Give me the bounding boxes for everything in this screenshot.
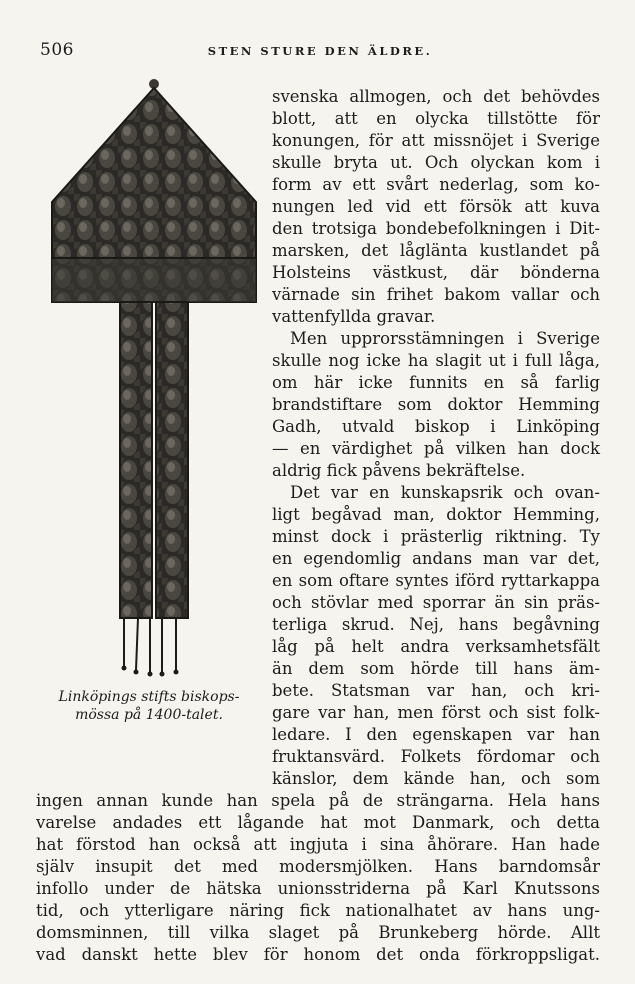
text-line: hat förstod han också att ingjuta i sina åhörare. Han hade bbox=[36, 835, 600, 854]
text-line: terliga skrud. Nej, hans begåvning bbox=[272, 615, 600, 634]
text-line: marsken, det låglänta kustlandet på bbox=[272, 241, 600, 260]
text-line: Holsteins västkust, där bönderna bbox=[272, 263, 600, 282]
bishop-mitre-illustration bbox=[30, 74, 268, 684]
text-line: värnade sin frihet bakom vallar och bbox=[272, 285, 600, 304]
text-line: tid, och ytterligare näring fick nationalhatet av hans ung- bbox=[36, 901, 600, 920]
text-line: domsminnen, till vilka slaget på Brunkeberg hörde. Allt bbox=[36, 923, 600, 942]
text-line: en som oftare syntes iförd ryttarkappa bbox=[272, 571, 600, 590]
running-header bbox=[40, 40, 600, 64]
text-line: varelse andades ett lågande hat mot Danmark, och detta bbox=[36, 813, 600, 832]
text-line: ligt begåvad man, doktor Hemming, bbox=[272, 505, 600, 524]
caption-line: Linköpings stifts biskops- bbox=[58, 689, 240, 705]
text-line: om här icke funnits en så farlig bbox=[272, 373, 600, 392]
text-line: aldrig fick påvens bekräftelse. bbox=[272, 461, 526, 480]
text-line: och stövlar med sporrar än sin präs- bbox=[272, 593, 600, 612]
text-line: form av ett svårt nederlag, som ko- bbox=[272, 175, 600, 194]
text-line: låg på helt andra verksamhetsfält bbox=[272, 637, 600, 656]
text-line: ingen annan kunde han spela på de strängarna. Hela hans bbox=[36, 791, 600, 810]
mitre-image bbox=[30, 74, 268, 684]
text-line: infollo under de hätska unionsstriderna på Karl Knutssons bbox=[36, 879, 600, 898]
text-line: svenska allmogen, och det behövdes bbox=[272, 87, 600, 106]
text-line: skulle nog icke ha slagit ut i full låga, bbox=[272, 351, 600, 370]
text-line: en egendomlig andans man var det, bbox=[272, 549, 600, 568]
text-line: vattenfyllda gravar. bbox=[272, 307, 436, 326]
text-line: Men upprorsstämningen i Sverige bbox=[290, 329, 600, 348]
text-line: konungen, för att missnöjet i Sverige bbox=[272, 131, 600, 150]
caption-line: mössa på 1400-talet. bbox=[75, 707, 223, 723]
text-line: fruktansvärd. Folkets fördomar och bbox=[272, 747, 600, 766]
page-number: 506 bbox=[40, 40, 74, 60]
text-line: — en värdighet på vilken han dock bbox=[272, 439, 600, 458]
text-line: ledare. I den egenskapen var han bbox=[272, 725, 600, 744]
text-line: skulle bryta ut. Och olyckan kom i bbox=[272, 153, 600, 172]
text-line: nungen led vid ett försök att kuva bbox=[272, 197, 600, 216]
running-title: STEN STURE DEN ÄLDRE. bbox=[207, 44, 433, 58]
text-line: bete. Statsman var han, och kri- bbox=[272, 681, 600, 700]
text-line: än dem som hörde till hans äm- bbox=[272, 659, 600, 678]
text-line: själv insupit det med modersmjölken. Hans barndomsår bbox=[36, 857, 600, 876]
text-line: gare var han, men först och sist folk- bbox=[272, 703, 600, 722]
text-line: den trotsiga bondebefolkningen i Dit- bbox=[272, 219, 600, 238]
text-line: minst dock i prästerlig riktning. Ty bbox=[272, 527, 600, 546]
text-line: vad danskt hette blev för honom det onda förkroppsligat. bbox=[36, 945, 600, 964]
figure-caption bbox=[18, 688, 280, 724]
text-line: brandstiftare som doktor Hemming bbox=[272, 395, 600, 414]
text-line: blott, att en olycka tillstötte för bbox=[272, 109, 600, 128]
text-line: Det var en kunskapsrik och ovan- bbox=[290, 483, 600, 502]
text-line: Gadh, utvald biskop i Linköping bbox=[272, 417, 600, 436]
text-line: känslor, dem kände han, och som bbox=[272, 769, 600, 788]
